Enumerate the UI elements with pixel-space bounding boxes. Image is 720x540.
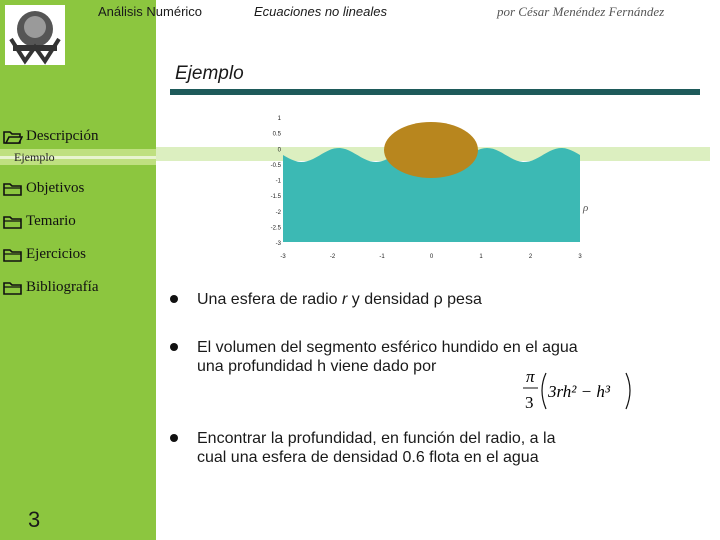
y-tick-label: 1	[277, 116, 281, 122]
y-tick-label: 0	[277, 147, 281, 154]
header-topic: Ecuaciones no lineales	[254, 4, 387, 19]
formula-three: 3	[525, 393, 534, 412]
formula-pi: π	[526, 367, 535, 386]
nav-item-label: Descripción	[26, 128, 99, 144]
bullet-dot	[170, 295, 178, 303]
x-tick-label: 0	[429, 254, 434, 260]
bullet-1	[170, 290, 482, 309]
nav-item-ejercicios[interactable]	[3, 246, 86, 263]
y-tick-label: -1	[275, 178, 281, 185]
rho-label: ρ	[583, 202, 589, 214]
title-underline	[170, 89, 700, 95]
folder-open-icon	[3, 129, 23, 145]
nav-item-bibliografia[interactable]	[3, 279, 98, 296]
nav-item-label: Objetivos	[26, 180, 85, 196]
nav-item-label: Temario	[26, 213, 76, 229]
x-tick-label: 1	[479, 254, 483, 260]
bullet-dot	[170, 343, 178, 351]
floating-sphere	[384, 122, 478, 178]
bullet-2	[170, 338, 578, 376]
formula-svg	[520, 365, 650, 415]
x-tick-label: 2	[528, 254, 533, 260]
bullet-text: Encontrar la profundidad, en función del radio, a la cual una esfera de densidad 0.6 flota en el agua	[197, 430, 556, 466]
floating-sphere-figure	[250, 105, 600, 265]
x-tick-label: -1	[379, 254, 385, 260]
university-logo	[5, 5, 65, 65]
nav-subitem-ejemplo[interactable]: Ejemplo	[14, 150, 55, 164]
y-tick-label: -1.5	[270, 194, 281, 201]
slide-title: Ejemplo	[175, 63, 244, 84]
formula-body: 3rh² − h³	[548, 382, 610, 401]
bullet-dot	[170, 434, 178, 442]
bullet-3	[170, 429, 555, 467]
x-tick-label: -2	[329, 254, 336, 260]
y-tick-label: -3	[275, 241, 281, 247]
nav-item-descripcion[interactable]	[3, 128, 98, 145]
logo-graphic	[5, 5, 65, 65]
nav-item-label: Ejercicios	[26, 246, 86, 262]
x-tick-label: -3	[280, 254, 286, 260]
bullet-text: El volumen del segmento esférico hundido en el agua una profundidad h viene dado por	[197, 339, 578, 375]
header-course: Análisis Numérico	[98, 4, 203, 19]
header-author: por César Menéndez Fernández	[497, 4, 665, 19]
y-tick-label: -0.5	[270, 162, 281, 169]
y-tick-label: -2	[275, 209, 281, 216]
nav-item-label: Bibliografía	[26, 279, 99, 295]
folder-icon	[3, 280, 23, 296]
y-tick-label: 0.5	[272, 131, 281, 138]
volume-formula	[520, 365, 650, 415]
page-number: 3	[28, 507, 41, 532]
bullet-text: Una esfera de radio r y densidad ρ pesa	[197, 291, 482, 308]
folder-icon	[3, 214, 23, 230]
sidebar	[0, 0, 156, 540]
nav-item-temario[interactable]	[3, 213, 76, 230]
figure-svg	[250, 105, 600, 265]
folder-icon	[3, 181, 23, 197]
y-tick-label: -2.5	[270, 225, 281, 232]
folder-icon	[3, 247, 23, 263]
x-tick-label: 3	[578, 254, 582, 260]
nav-item-objetivos[interactable]	[3, 180, 84, 197]
